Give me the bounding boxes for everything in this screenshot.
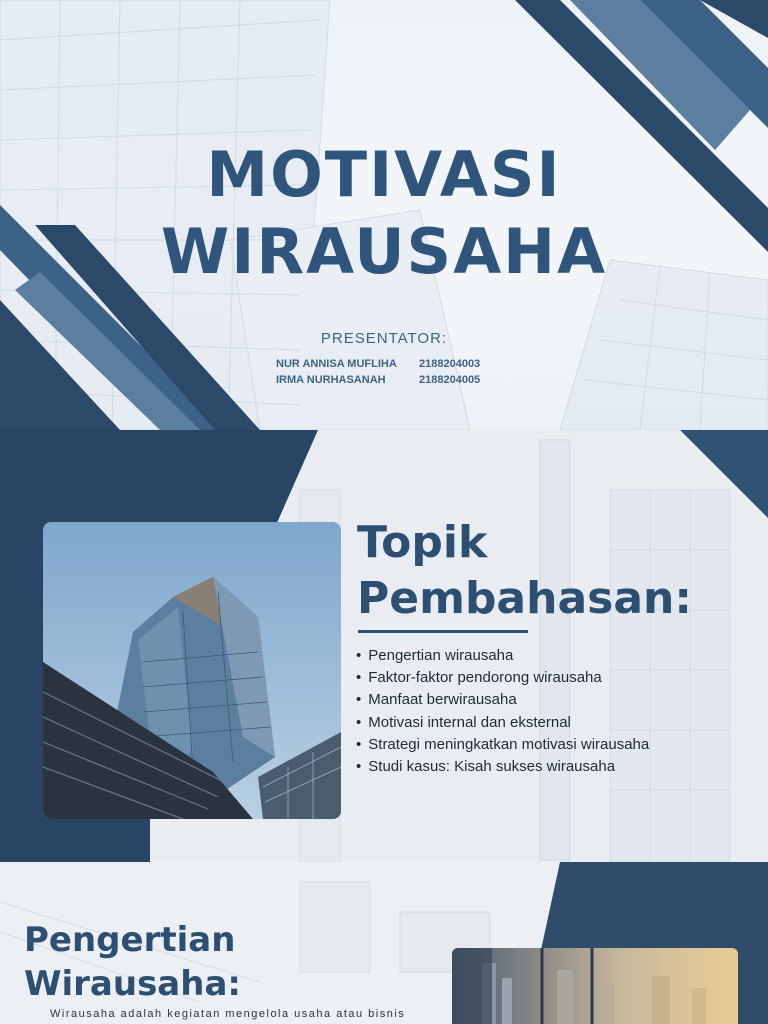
- presenter-id: 2188204003: [419, 358, 481, 370]
- presenter-name: NUR ANNISA MUFLIHA: [276, 358, 397, 370]
- list-item: • Motivasi internal dan eksternal: [356, 712, 649, 734]
- definition-title-line-2: Wirausaha:: [24, 964, 241, 1004]
- list-item: • Faktor-faktor pendorong wirausaha: [356, 667, 649, 689]
- presentator-label: PRESENTATOR:: [320, 330, 448, 347]
- title-slide: [0, 0, 768, 430]
- topics-list: [356, 645, 649, 778]
- title-underline: [358, 630, 528, 633]
- definition-body-text: Wirausaha adalah kegiatan mengelola usaha atau bisnis: [50, 1008, 406, 1020]
- city-photo: [452, 948, 738, 1024]
- presenter-name: IRMA NURHASANAH: [276, 374, 386, 386]
- list-item: • Manfaat berwirausaha: [356, 689, 649, 711]
- building-photo: [43, 522, 341, 819]
- list-item: • Pengertian wirausaha: [356, 645, 649, 667]
- topics-title-line-2: Pembahasan:: [357, 573, 692, 624]
- presenter-id: 2188204005: [419, 374, 481, 386]
- topics-title-line-1: Topik: [357, 517, 488, 568]
- title-line-1: MOTIVASI: [206, 138, 562, 211]
- topics-slide: [0, 430, 768, 862]
- definition-title-line-1: Pengertian: [24, 920, 236, 960]
- definition-slide: [0, 862, 768, 1024]
- list-item: • Studi kasus: Kisah sukses wirausaha: [356, 756, 649, 778]
- list-item: • Strategi meningkatkan motivasi wirausaha: [356, 734, 649, 756]
- title-line-2: WIRAUSAHA: [160, 215, 608, 288]
